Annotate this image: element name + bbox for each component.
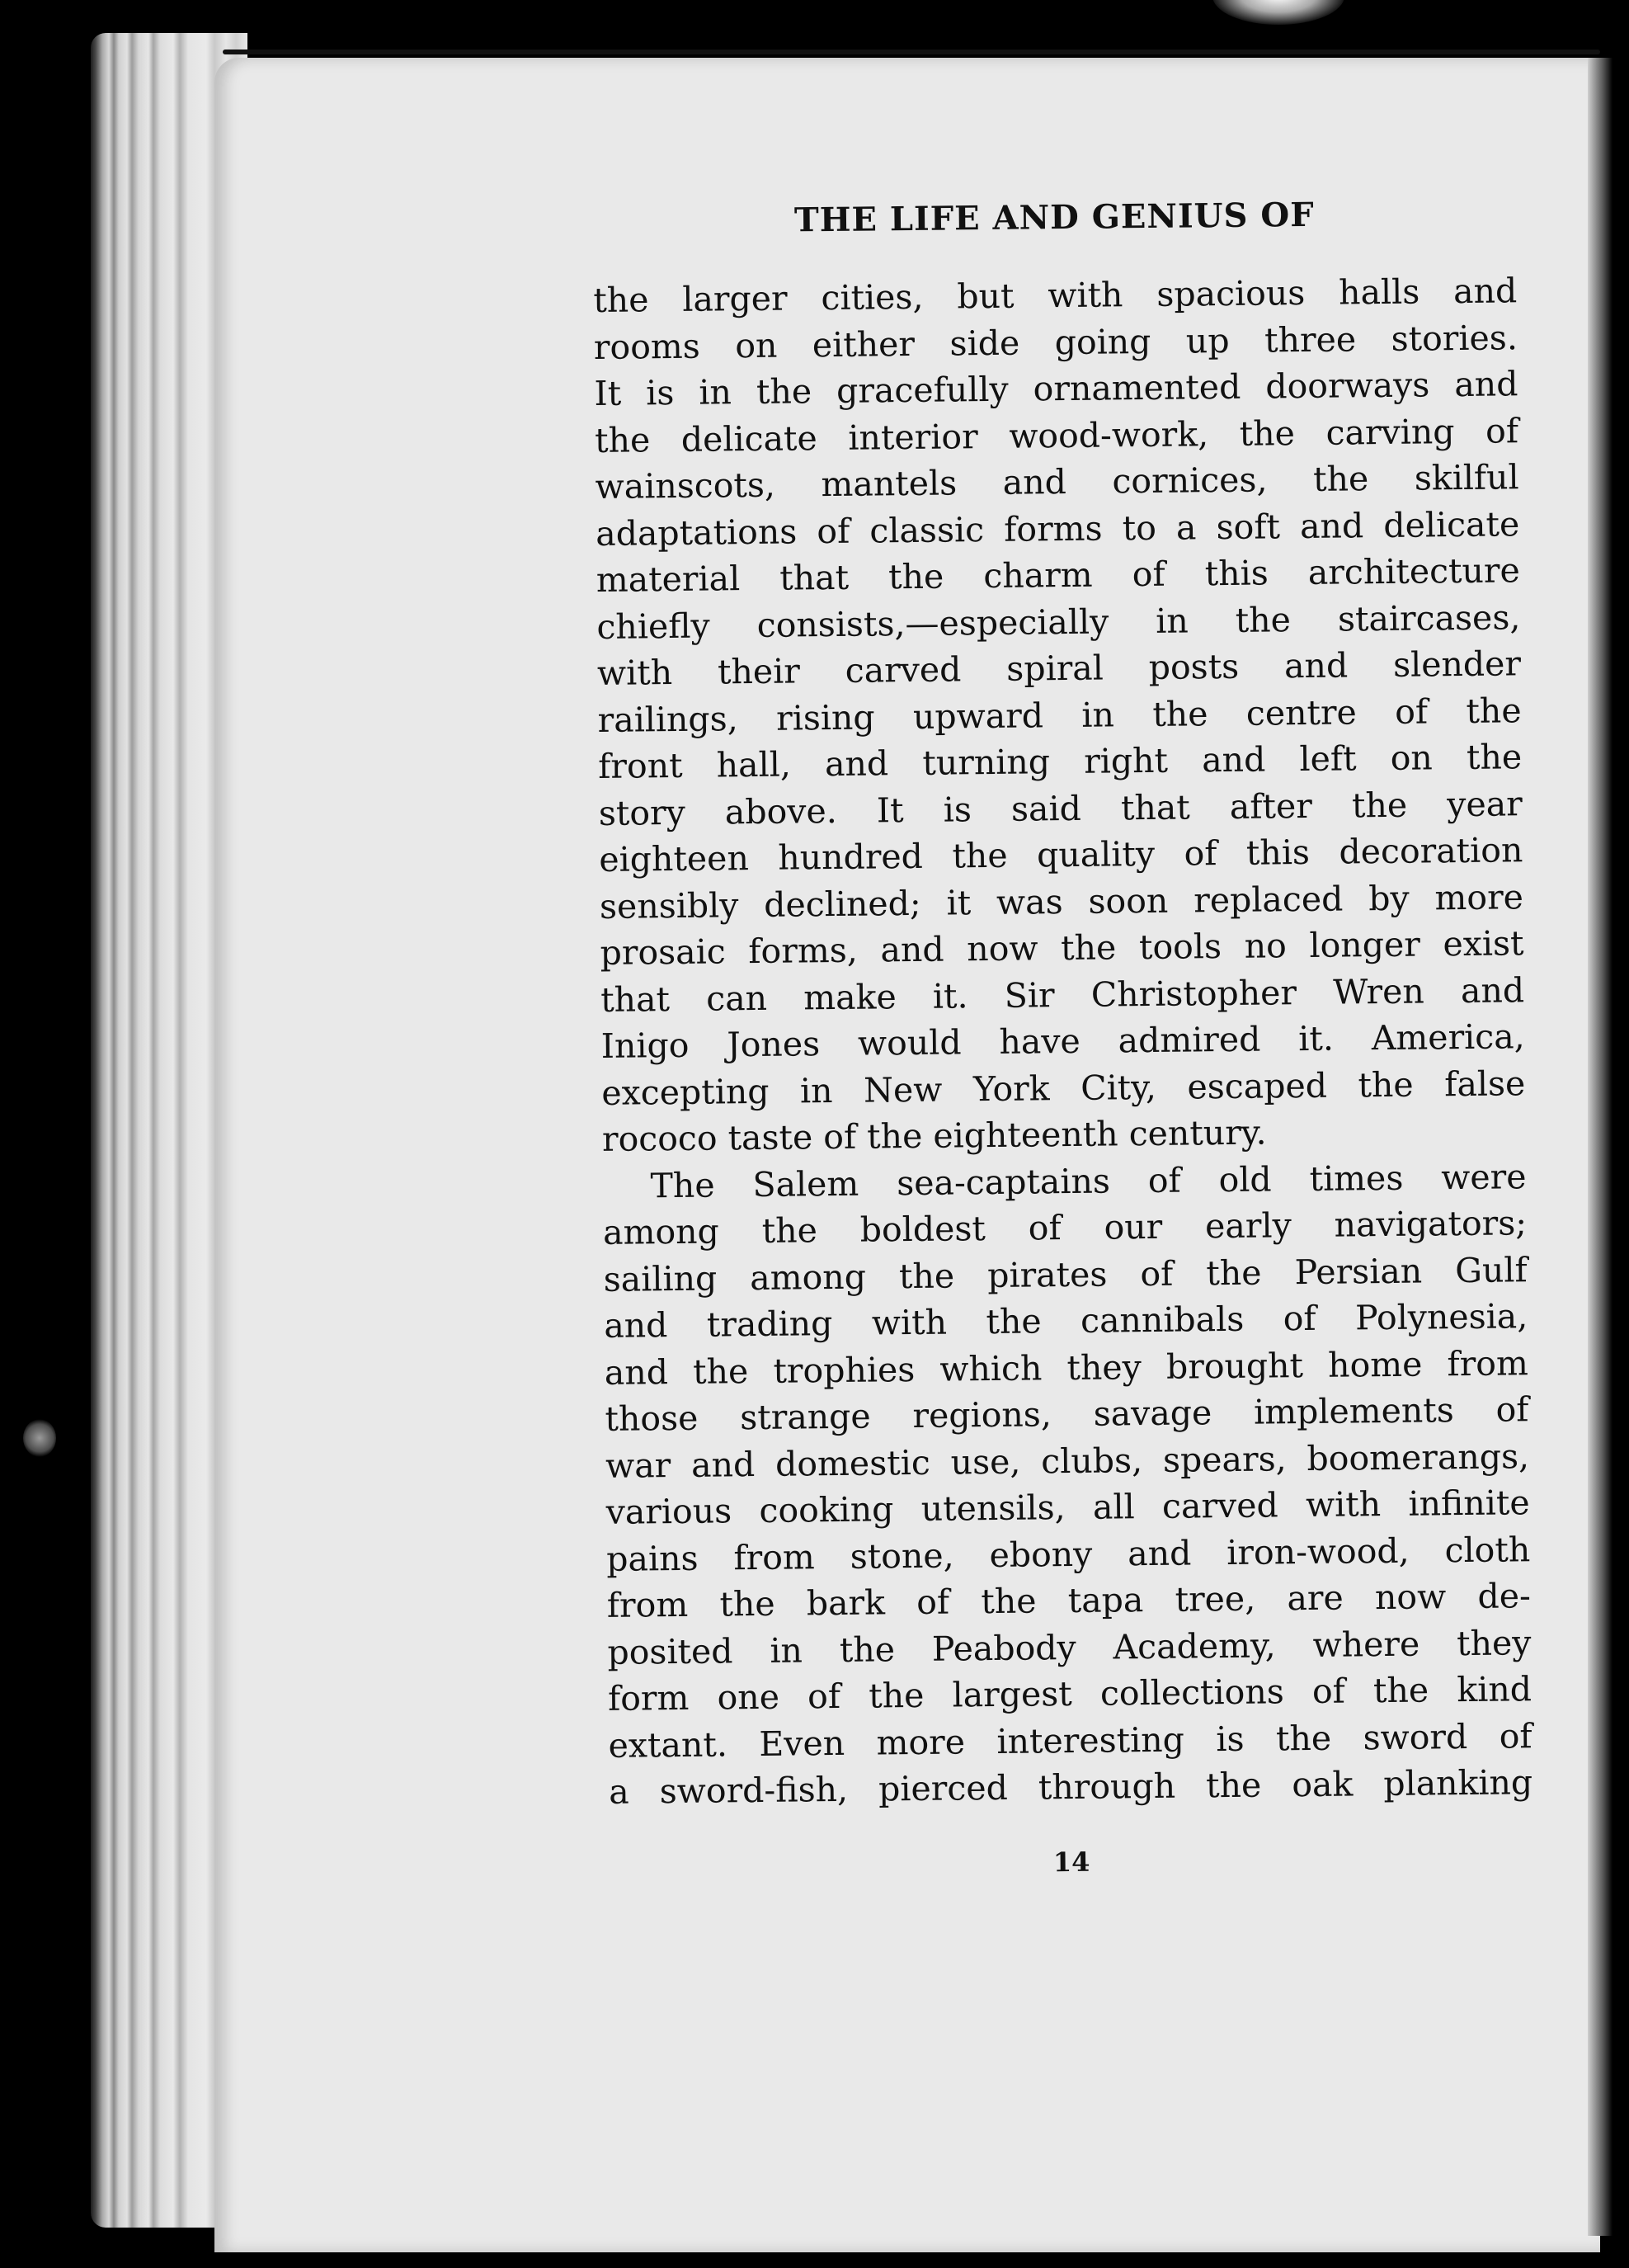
text-line: the larger cities, but with spacious halls and [593,271,1518,320]
page-right-shadow [1588,58,1613,2236]
page-number: 14 [1052,1846,1090,1878]
text-line: war and domestic use, clubs, spears, boomerangs, [605,1436,1530,1486]
text-line: rococo taste of the eighteenth century. [601,1112,1267,1159]
text-line: a sword-fish, pierced through the oak planking [608,1762,1533,1812]
running-head: THE LIFE AND GENIUS OF [793,195,1315,240]
text-line: extant. Even more interesting is the sword of [608,1715,1532,1766]
text-line: material that the charm of this architecture [596,550,1521,600]
text-line: adaptations of classic forms to a soft and delicate [596,503,1520,554]
text-line: from the bark of the tapa tree, are now de- [606,1576,1532,1625]
text-line: posited in the Peabody Academy, where they [607,1622,1532,1672]
text-line: railings, rising upward in the centre of the [597,690,1522,740]
text-line: with their carved spiral posts and slender [596,644,1522,693]
text-line: The Salem sea-captains of old times were [650,1156,1527,1205]
text-line: rooms on either side going up three stories. [593,317,1518,367]
page-top-edge [223,50,1600,54]
text-line: that can make it. Sir Christopher Wren and [600,969,1525,1020]
text-line: various cooking utensils, all carved with infinite [605,1483,1530,1532]
text-line: pains from stone, ebony and iron-wood, cloth [606,1529,1531,1579]
text-line: sailing among the pirates of the Persian Gulf [603,1249,1528,1299]
text-line: those strange regions, savage implements of [605,1389,1529,1439]
text-line: and the trophies which they brought home from [604,1342,1529,1393]
text-line: among the boldest of our early navigators; [602,1203,1528,1252]
scan-smudge [23,1419,56,1457]
text-line: excepting in New York City, escaped the false [601,1063,1526,1113]
text-line: form one of the largest collections of the kind [607,1669,1532,1719]
body-text [593,267,1532,1815]
text-line: front hall, and turning right and left on the [597,737,1523,786]
text-line: wainscots, mantels and cornices, the skilful [595,457,1519,507]
text-line: Inigo Jones would have admired it. America, [600,1016,1525,1066]
text-line: and trading with the cannibals of Polynesia, [604,1296,1528,1346]
text-line: It is in the gracefully ornamented doorways and [594,364,1518,413]
text-line: eighteen hundred the quality of this decoration [599,830,1523,879]
text-line: the delicate interior wood-work, the carving of [594,410,1519,460]
page-text-block [592,188,1533,1883]
text-line: chiefly consists,—especially in the staircases, [596,596,1521,647]
text-line: story above. It is said that after the year [598,783,1523,833]
text-line: prosaic forms, and now the tools no longer exist [600,923,1524,973]
text-line: sensibly declined; it was soon replaced by more [599,876,1524,927]
